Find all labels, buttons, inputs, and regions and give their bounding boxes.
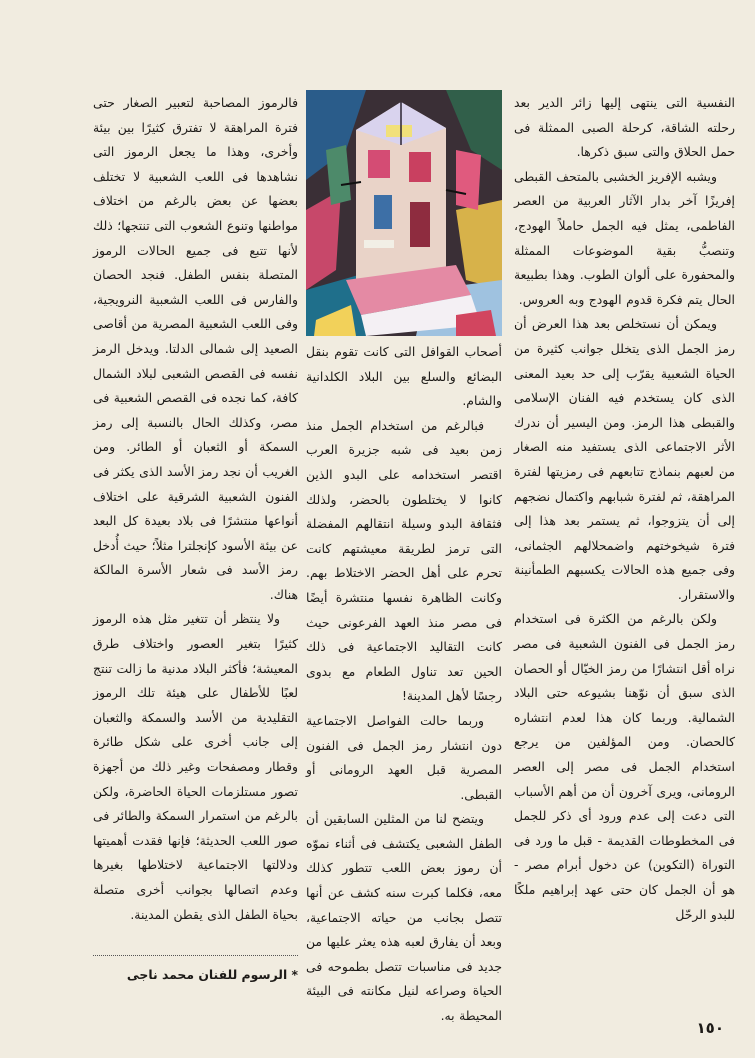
text-column-left	[93, 91, 298, 927]
paragraph: فالرموز المصاحبة لتعبير الصغار حتى فترة المراهقة لا تفترق كثيرًا بين بيئة وأخرى، وهذا ما يجعل الرموز التى نشاهدها فى اللعب الشعبية لا تختلف بعضها عن بعض بالرغم من اختلاف مواطنها وتنوع الشعوب التى تنتجها؛ ذلك لأنها تتبع فى جميع الحالات الرموز المتصلة بنفس الطفل. فنجد الحصان والفارس فى اللعب الشعبية النرويجية، وفى اللعب الشعبية المصرية من أقاصى الصعيد إلى شمالى الدلتا. ويدخل الرمز نفسه فى القصص الشعبى لبلاد الشمال كافة، كما نجده فى القصص الشعبية فى مصر، وكذلك الحال بالنسبة إلى رمز السمكة أو الثعبان أو الطائر. ومن الغريب أن نجد رمز الأسد الذى يكثر فى الفنون الشعبية الشرقية على اختلاف أنواعها منتشرًا فى بلاد بعيدة كل البعد عن بيئة الأسود كإنجلترا مثلاً؛ حيث أُدخل رمز الأسد فى شعار الأسرة المالكة هناك.	[93, 95, 298, 602]
paragraph: ويمكن أن نستخلص بعد هذا العرض أن رمز الجمل الذى يتخلل جوانب كثيرة من الحياة الشعبية يقرّب إلى حد بعيد المعنى الذى كان يستخدم فيه الفنان الإسلامى والقبطى هذا الرمز. ومن اليسير أن ندرك الأثر الاجتماعى الذى يستفيد منه الصغار من لعبهم بنماذج تتابعهم فى رمزيتها لفترة المراهقة، ثم لفترة شبابهم واكتمال نضجهم إلى أن يتزوجوا، ثم يستمر بعد هذا إلى فترة شيخوختهم واضمحلالهم الجثمانى، وفى جميع هذه الحالات يكسبهم الطمأنينة والاستقرار.	[514, 316, 735, 602]
paragraph: أصحاب القوافل التى كانت تقوم بنقل البضائع والسلع بين البلاد الكلدانية والشام.	[306, 344, 502, 409]
paragraph: فبالرغم من استخدام الجمل منذ زمن بعيد فى شبه جزيرة العرب اقتصر استخدامه على البدو الذين كانوا لا يختلطون بالحضر، ولذلك فثقافة البدو وسيلة انتقالهم المفضلة التى ترمز لطريقة معيشتهم كانت تحرم على أهل الحضر الاختلاط بهم. وكانت الظاهرة نفسها منتشرة أيضًا فى مصر منذ العهد الفرعونى حيث كانت التقاليد الاجتماعية فى ذلك الحين تعد تناول الطعام مع بدوى رجسًا لأهل المدينة!	[306, 417, 502, 704]
paragraph: النفسية التى ينتهى إليها زائر الدير بعد رحلته الشاقة، كرحلة الصبى الممثلة فى حمل الحلاق والتى سبق ذكرها.	[514, 95, 735, 160]
footnote-divider	[93, 955, 298, 956]
text-column-middle	[306, 340, 502, 1029]
painting-illustration	[306, 90, 502, 336]
paragraph: ويشبه الإفريز الخشبى بالمتحف القبطى إفريزًا آخر بدار الآثار العربية من العصر الفاطمى، يمثل فيه الجمل حاملاً الهودج، وتنصبُّ بقية الموضوعات الممثلة والمحفورة على ألوان الطوب. وهذا بطبيعة الحال يتم فكرة قدوم الهودج وبه العروس.	[514, 168, 735, 307]
paragraph: ولكن بالرغم من الكثرة فى استخدام رمز الجمل فى الفنون الشعبية فى مصر نراه أقل انتشارًا من رمز الخيّال أو الحصان الذى سبق أن نوّهنا بشيوعه حتى البلاد الشمالية. وربما كان هذا لعدم انتشاره كالحصان. ومن المؤلفين من يرجع استخدام الجمل فى مصر إلى العصر الرومانى، ويرى آخرون أن من أهم الأسباب التى دعت إلى عدم ورود أى ذكر للجمل فى المخطوطات القديمة - قبل ما ورد فى التوراة (التكوين) عن دخول أبرام مصر - هو أن الجمل كان حتى عهد إبراهيم ملكًا للبدو الرحّل	[514, 611, 735, 922]
page-number: ١٥٠	[696, 1019, 724, 1037]
illustration-credit: * الرسوم للفنان محمد ناجى	[126, 967, 298, 982]
text-column-right	[514, 91, 735, 927]
paragraph: ويتضح لنا من المثلين السابقين أن الطفل الشعبى يكتشف فى أثناء نموّه أن رموز بعض اللعب تتطور كذلك معه، فكلما كبرت سنه كشف عن أنها تتصل بجانب من حياته الاجتماعية، وبعد أن يفارق لعبه هذه يعثر عليها من جديد فى مناسبات تتصل بطموحه فى الحياة وصراعه لنيل مكانته فى البيئة المحيطة به.	[306, 811, 502, 1024]
paragraph: ولا ينتظر أن تتغير مثل هذه الرموز كثيرًا بتغير العصور واختلاف طرق المعيشة؛ فأكثر البلاد مدنية ما زالت تنتج لعبًا للأطفال على هيئة تلك الرموز التقليدية من الأسد والسمكة والثعبان إلى جانب أخرى على شكل طائرة وقطار ومصفحات وغير ذلك من أجهزة تصور مستلزمات الحياة الحاضرة، ولكن بالرغم من استمرار السمكة والطائر فى صور اللعب الحديثة؛ فإنها فقدت أهميتها ودلالتها الاجتماعية لاختلاطها بغيرها وعدم اتصالها بجوانب أخرى متصلة بحياة الطفل الذى يقطن المدينة.	[93, 611, 298, 922]
paragraph: وربما حالت الفواصل الاجتماعية دون انتشار رمز الجمل فى الفنون المصرية قبل العهد الرومانى أو القبطى.	[306, 712, 502, 802]
